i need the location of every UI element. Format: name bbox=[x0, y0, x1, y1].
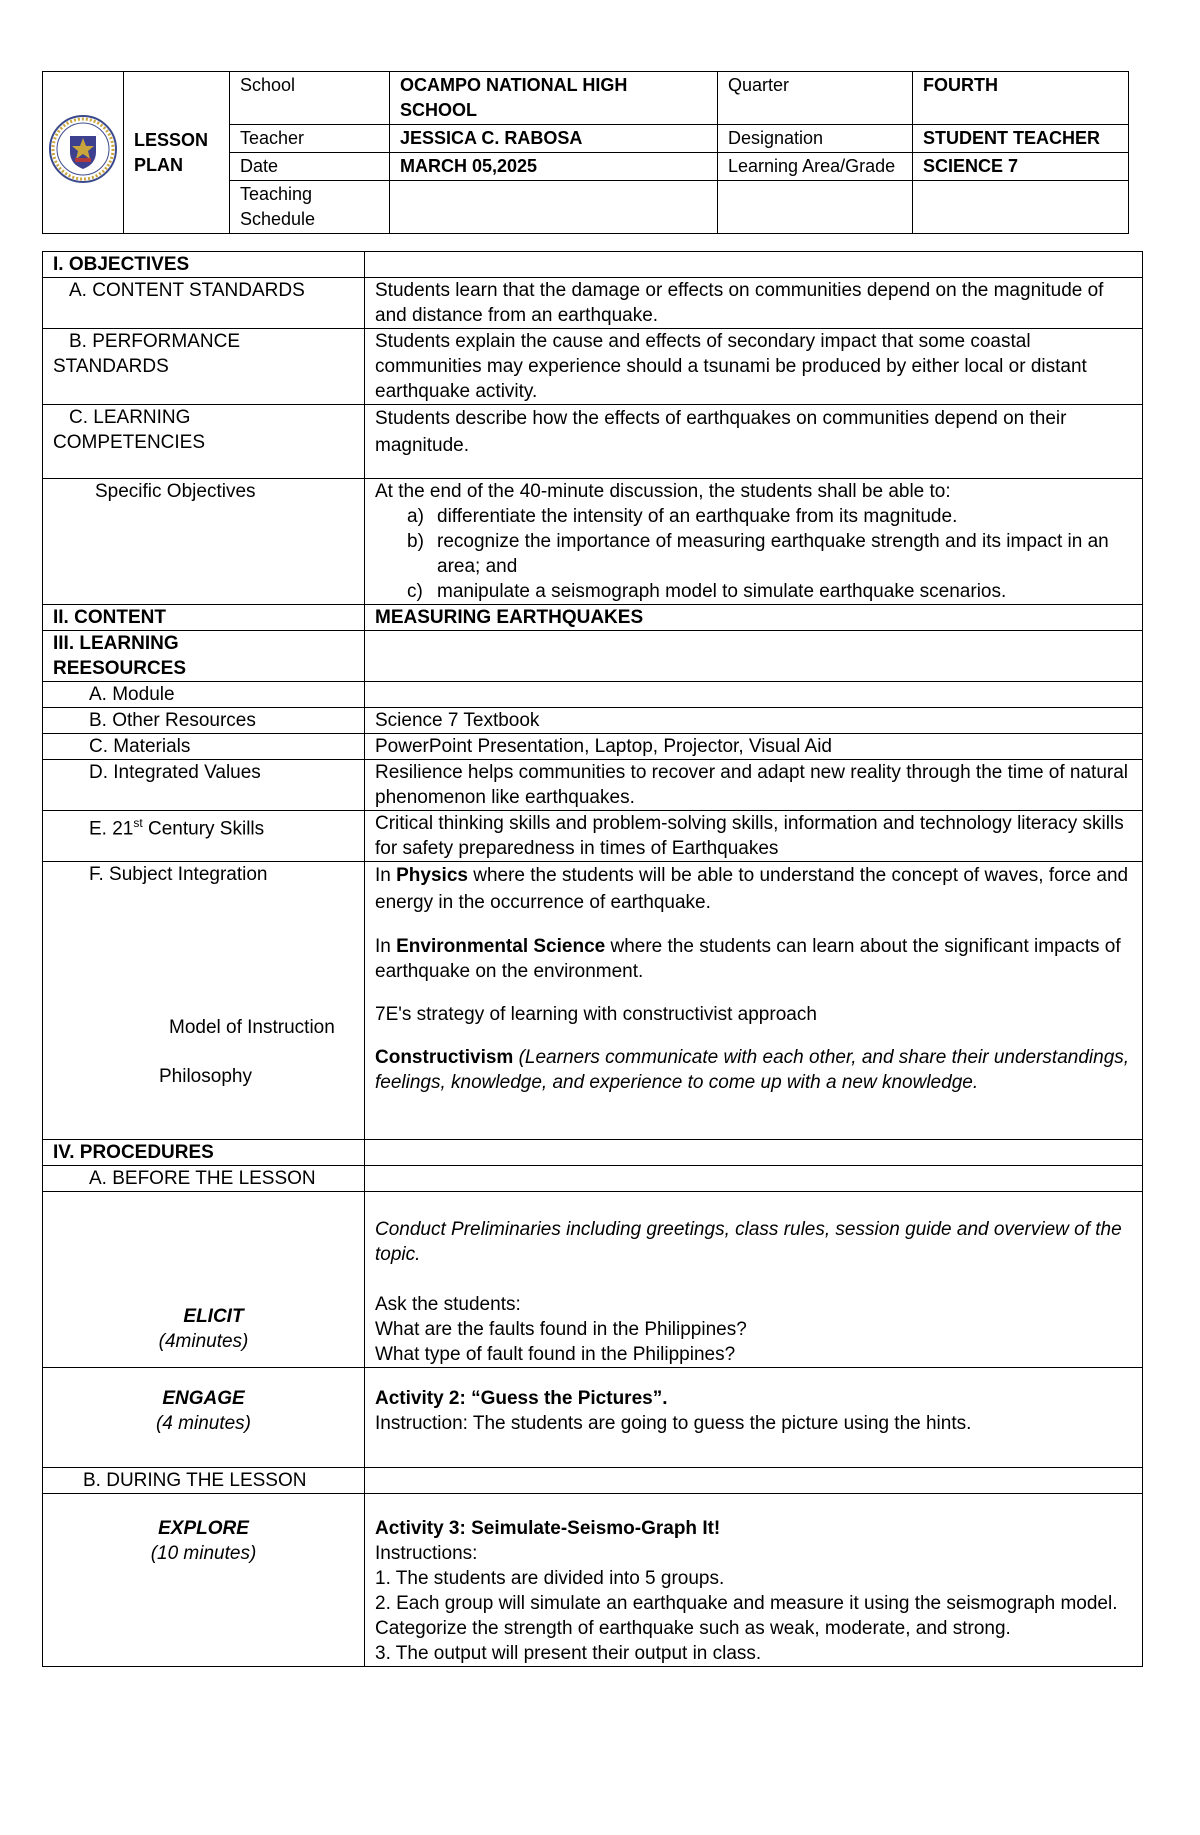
during-lesson-label: B. DURING THE LESSON bbox=[43, 1468, 365, 1494]
designation-label: Designation bbox=[718, 125, 913, 153]
engage-value: Activity 2: “Guess the Pictures”. Instruction: The students are going to guess the picture using the hints. bbox=[365, 1368, 1143, 1468]
integrated-values-value: Resilience helps communities to recover and adapt new reality through the time of natural phenomenon like earthquakes. bbox=[365, 760, 1143, 811]
subject-integration-value: In Physics where the students will be able to understand the concept of waves, force and energy in the occurrence of earthquake. In Environmental Science where the students can learn about the significant impacts of earthquake on the environment. 7E's strategy of learning with constructivist approach Constructivism (Learners communicate with each other, and share their understandings, feelings, knowledge, and experience to come up with a new knowledge. bbox=[365, 862, 1143, 1140]
explore-value: Activity 3: Seimulate-Seismo-Graph It! Instructions: 1. The students are divided into 5 groups. 2. Each group will simulate an earthquake and measure it using the seismograph model. Categorize the strength of earthquake such as weak, moderate, and strong. 3. The output will present their output in class. bbox=[365, 1494, 1143, 1667]
resources-title: III. LEARNING REESOURCES bbox=[43, 631, 365, 682]
school-value: OCAMPO NATIONAL HIGH SCHOOL bbox=[390, 72, 718, 125]
objectives-title: I. OBJECTIVES bbox=[43, 252, 365, 278]
before-lesson-label: A. BEFORE THE LESSON bbox=[43, 1166, 365, 1192]
school-label: School bbox=[230, 72, 390, 125]
date-label: Date bbox=[230, 153, 390, 181]
list-item: 1. The students are divided into 5 groups. bbox=[375, 1568, 725, 1589]
schedule-label: Teaching Schedule bbox=[230, 181, 390, 234]
performance-standards-value: Students explain the cause and effects of secondary impact that some coastal communities may experience should a tsunami be produced by either local or distant earthquake activity. bbox=[365, 329, 1143, 405]
lesson-plan-label: LESSON PLAN bbox=[124, 72, 230, 234]
teacher-value: JESSICA C. RABOSA bbox=[390, 125, 718, 153]
schedule-value bbox=[390, 181, 718, 234]
resources-blank bbox=[365, 631, 1143, 682]
century-skills-label: E. 21st Century Skills bbox=[43, 811, 365, 862]
engage-label: ENGAGE (4 minutes) bbox=[43, 1368, 365, 1468]
module-value bbox=[365, 682, 1143, 708]
list-item: c) manipulate a seismograph model to simulate earthquake scenarios. bbox=[407, 581, 1007, 602]
materials-value: PowerPoint Presentation, Laptop, Projector, Visual Aid bbox=[365, 734, 1143, 760]
during-lesson-blank bbox=[365, 1468, 1143, 1494]
specific-objectives-label: Specific Objectives bbox=[43, 479, 365, 605]
list-item: b) recognize the importance of measuring earthquake strength and its impact in an area; and bbox=[407, 531, 1109, 577]
module-label: A. Module bbox=[43, 682, 365, 708]
elicit-label: ELICIT (4minutes) bbox=[43, 1192, 365, 1368]
elicit-value: Conduct Preliminaries including greetings, class rules, session guide and overview of the topic. Ask the students: What are the faults found in the Philippines? What type of fault found in the Philippines? bbox=[365, 1192, 1143, 1368]
teacher-label: Teacher bbox=[230, 125, 390, 153]
subject-integration-label: F. Subject Integration Model of Instruction Philosophy bbox=[43, 862, 365, 1140]
logo-cell bbox=[43, 72, 124, 234]
learning-area-value: SCIENCE 7 bbox=[913, 153, 1129, 181]
header-table bbox=[42, 71, 1129, 234]
other-resources-value: Science 7 Textbook bbox=[365, 708, 1143, 734]
other-resources-label: B. Other Resources bbox=[43, 708, 365, 734]
content-title: II. CONTENT bbox=[43, 605, 365, 631]
century-skills-value: Critical thinking skills and problem-solving skills, information and technology literacy skills for safety preparedness in times of Earthquakes bbox=[365, 811, 1143, 862]
schedule-extra-1 bbox=[718, 181, 913, 234]
objectives-blank bbox=[365, 252, 1143, 278]
learning-competencies-label: C. LEARNING COMPETENCIES bbox=[43, 405, 365, 479]
content-standards-label: A. CONTENT STANDARDS bbox=[43, 278, 365, 329]
lesson-table bbox=[42, 251, 1143, 1667]
performance-standards-label: B. PERFORMANCE STANDARDS bbox=[43, 329, 365, 405]
learning-competencies-value: Students describe how the effects of earthquakes on communities depend on their magnitude. bbox=[365, 405, 1143, 479]
specific-objectives-value: At the end of the 40-minute discussion, the students shall be able to: a) differentiate the intensity of an earthquake from its magnitude. b) recognize the importance of measuring earthquake strength and its impact in an area; and c) manipulate a seismograph model to simulate earthquake scenarios. bbox=[365, 479, 1143, 605]
list-item: 2. Each group will simulate an earthquake and measure it using the seismograph model. Categorize the strength of earthquake such as weak, moderate, and strong. bbox=[375, 1593, 1118, 1639]
procedures-blank bbox=[365, 1140, 1143, 1166]
content-value: MEASURING EARTHQUAKES bbox=[365, 605, 1143, 631]
explore-label: EXPLORE (10 minutes) bbox=[43, 1494, 365, 1667]
list-item: a) differentiate the intensity of an earthquake from its magnitude. bbox=[407, 506, 958, 527]
designation-value: STUDENT TEACHER bbox=[913, 125, 1129, 153]
deped-seal-logo bbox=[48, 114, 118, 184]
schedule-extra-2 bbox=[913, 181, 1129, 234]
before-lesson-blank bbox=[365, 1166, 1143, 1192]
content-standards-value: Students learn that the damage or effects on communities depend on the magnitude of and distance from an earthquake. bbox=[365, 278, 1143, 329]
procedures-title: IV. PROCEDURES bbox=[43, 1140, 365, 1166]
specific-objectives-list bbox=[375, 504, 1132, 604]
quarter-label: Quarter bbox=[718, 72, 913, 125]
integrated-values-label: D. Integrated Values bbox=[43, 760, 365, 811]
date-value: MARCH 05,2025 bbox=[390, 153, 718, 181]
list-item: 3. The output will present their output in class. bbox=[375, 1643, 762, 1664]
learning-area-label: Learning Area/Grade bbox=[718, 153, 913, 181]
materials-label: C. Materials bbox=[43, 734, 365, 760]
quarter-value: FOURTH bbox=[913, 72, 1129, 125]
